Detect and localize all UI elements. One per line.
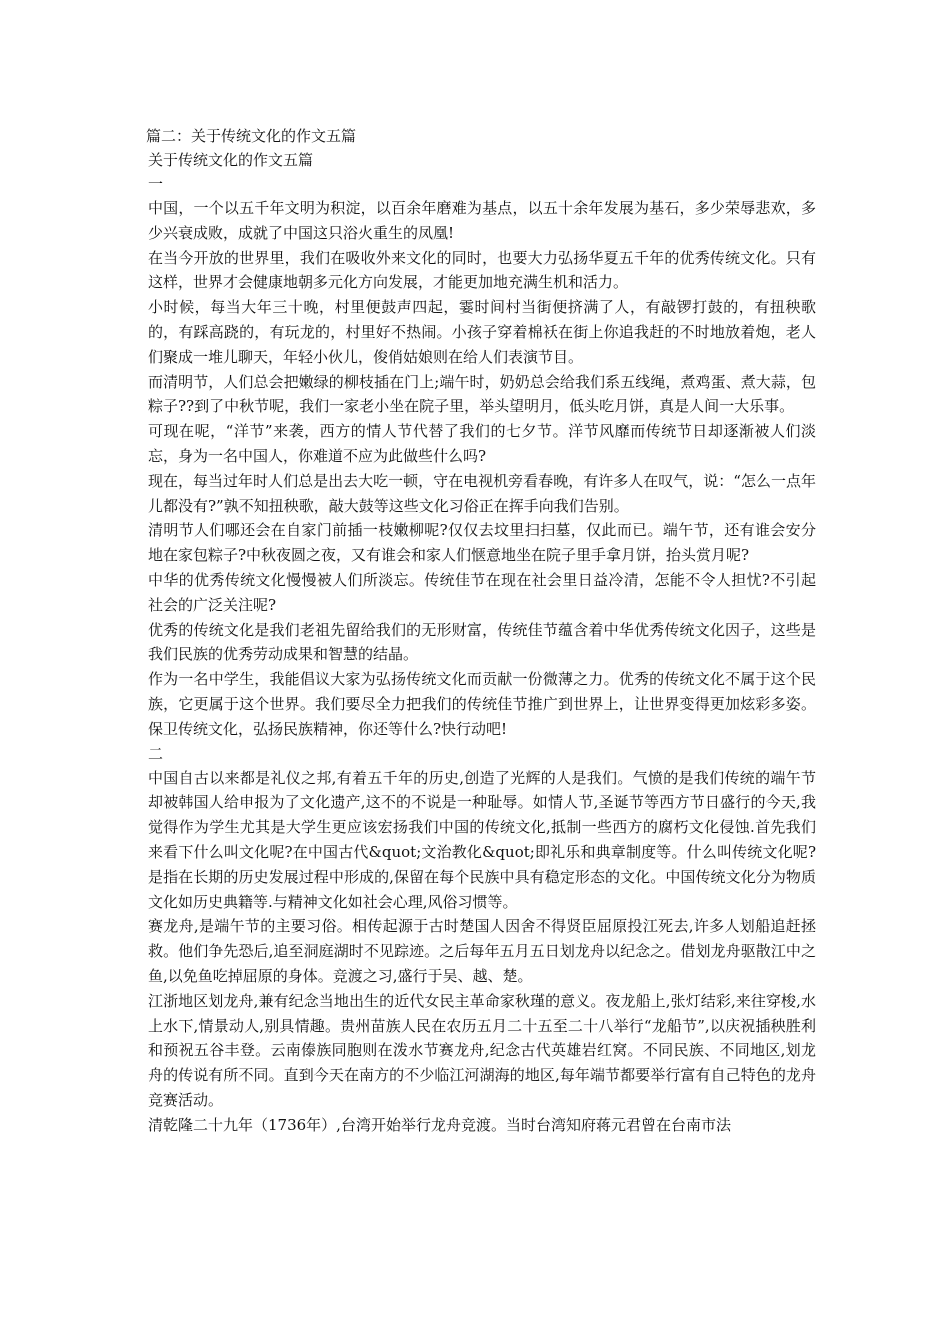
- paragraph: 可现在呢，“洋节”来袭，西方的情人节代替了我们的七夕节。洋节风靡而传统节日却逐渐被人们淡忘，身为一名中国人，你难道不应为此做些什么吗?: [148, 422, 816, 465]
- paragraph: 作为一名中学生，我能倡议大家为弘扬传统文化而贡献一份微薄之力。优秀的传统文化不属于这个民族，它更属于这个世界。我们要尽全力把我们的传统佳节推广到世界上，让世界变得更加炫彩多姿。保卫传统文化，弘扬民族精神，你还等什么?快行动吧!: [148, 670, 816, 738]
- paragraph: 小时候，每当大年三十晚，村里便鼓声四起，霎时间村当街便挤满了人，有敲锣打鼓的，有扭秧歌的，有踩高跷的，有玩龙的，村里好不热闹。小孩子穿着棉袄在街上你追我赶的不时地放着炮，老人们聚成一堆儿聊天，年轻小伙儿，俊俏姑娘则在给人们表演节目。: [148, 298, 816, 366]
- paragraph: 中国，一个以五千年文明为积淀，以百余年磨难为基点，以五十余年发展为基石，多少荣辱悲欢，多少兴衰成败，成就了中国这只浴火重生的凤凰!: [148, 199, 816, 242]
- document-body: [146, 124, 816, 1137]
- document-heading: 篇二：关于传统文化的作文五篇: [146, 127, 357, 145]
- paragraph: 在当今开放的世界里，我们在吸收外来文化的同时，也要大力弘扬华夏五千年的优秀传统文化。只有这样，世界才会健康地朝多元化方向发展，才能更加地充满生机和活力。: [148, 248, 816, 292]
- paragraph: 而清明节，人们总会把嫩绿的柳枝插在门上;端午时，奶奶总会给我们系五线绳，煮鸡蛋、煮大蒜，包粽子??到了中秋节呢，我们一家老小坐在院子里，举头望明月，低头吃月饼，真是人间一大乐事。: [148, 372, 816, 416]
- paragraph: 清乾隆二十九年（1736年）,台湾开始举行龙舟竞渡。当时台湾知府蒋元君曾在台南市法: [148, 1115, 731, 1134]
- paragraph: 优秀的传统文化是我们老祖先留给我们的无形财富，传统佳节蕴含着中华优秀传统文化因子，这些是我们民族的优秀劳动成果和智慧的结晶。: [148, 620, 816, 664]
- paragraph: 中国自古以来都是礼仪之邦,有着五千年的历史,创造了光辉的人是我们。气愤的是我们传统的端午节却被韩国人给申报为了文化遗产,这不的不说是一种耻辱。如情人节,圣诞节等西方节日盛行的今天,我觉得作为学生尤其是大学生更应该宏扬我们中国的传统文化,抵制一些西方的腐朽文化侵蚀.首先我们来看下什么叫文化呢?在中国古代&quot;文治教化&quot;即礼乐和典章制度等。什么叫传统文化呢?是指在长期的历史发展过程中形成的,保留在每个民族中具有稳定形态的文化。中国传统文化分为物质文化如历史典籍等.与精神文化如社会心理,风俗习惯等。: [148, 768, 816, 911]
- document-subheading: 关于传统文化的作文五篇: [148, 151, 314, 169]
- section-mark-2: 二: [148, 744, 164, 763]
- paragraph: 中华的优秀传统文化慢慢被人们所淡忘。传统佳节在现在社会里日益冷清，怎能不令人担忧?不引起社会的广泛关注呢?: [148, 570, 816, 614]
- paragraph: 江浙地区划龙舟,兼有纪念当地出生的近代女民主革命家秋瑾的意义。夜龙船上,张灯结彩,来往穿梭,水上水下,情景动人,别具情趣。贵州苗族人民在农历五月二十五至二十八举行“龙船节”,以庆祝插秧胜利和预祝五谷丰登。云南傣族同胞则在泼水节赛龙舟,纪念古代英雄岩红窝。不同民族、不同地区,划龙舟的传说有所不同。直到今天在南方的不少临江河湖海的地区,每年端节都要举行富有自己特色的龙舟竞赛活动。: [148, 991, 816, 1109]
- paragraph: 赛龙舟,是端午节的主要习俗。相传起源于古时楚国人因舍不得贤臣屈原投江死去,许多人划船追赶拯救。他们争先恐后,追至洞庭湖时不见踪迹。之后每年五月五日划龙舟以纪念之。借划龙舟驱散江中之鱼,以免鱼吃掉屈原的身体。竞渡之习,盛行于吴、越、楚。: [148, 917, 816, 985]
- paragraph: 清明节人们哪还会在自家门前插一枝嫩柳呢?仅仅去坟里扫扫墓，仅此而已。端午节，还有谁会安分地在家包粽子?中秋夜圆之夜，又有谁会和家人们惬意地坐在院子里手拿月饼，抬头赏月呢?: [148, 521, 816, 565]
- section-mark-1: 一: [148, 175, 164, 193]
- paragraph: 现在，每当过年时人们总是出去大吃一顿，守在电视机旁看春晚，有许多人在叹气，说：“怎么一点年儿都没有?”孰不知扭秧歌，敲大鼓等这些文化习俗正在挥手向我们告别。: [148, 471, 816, 515]
